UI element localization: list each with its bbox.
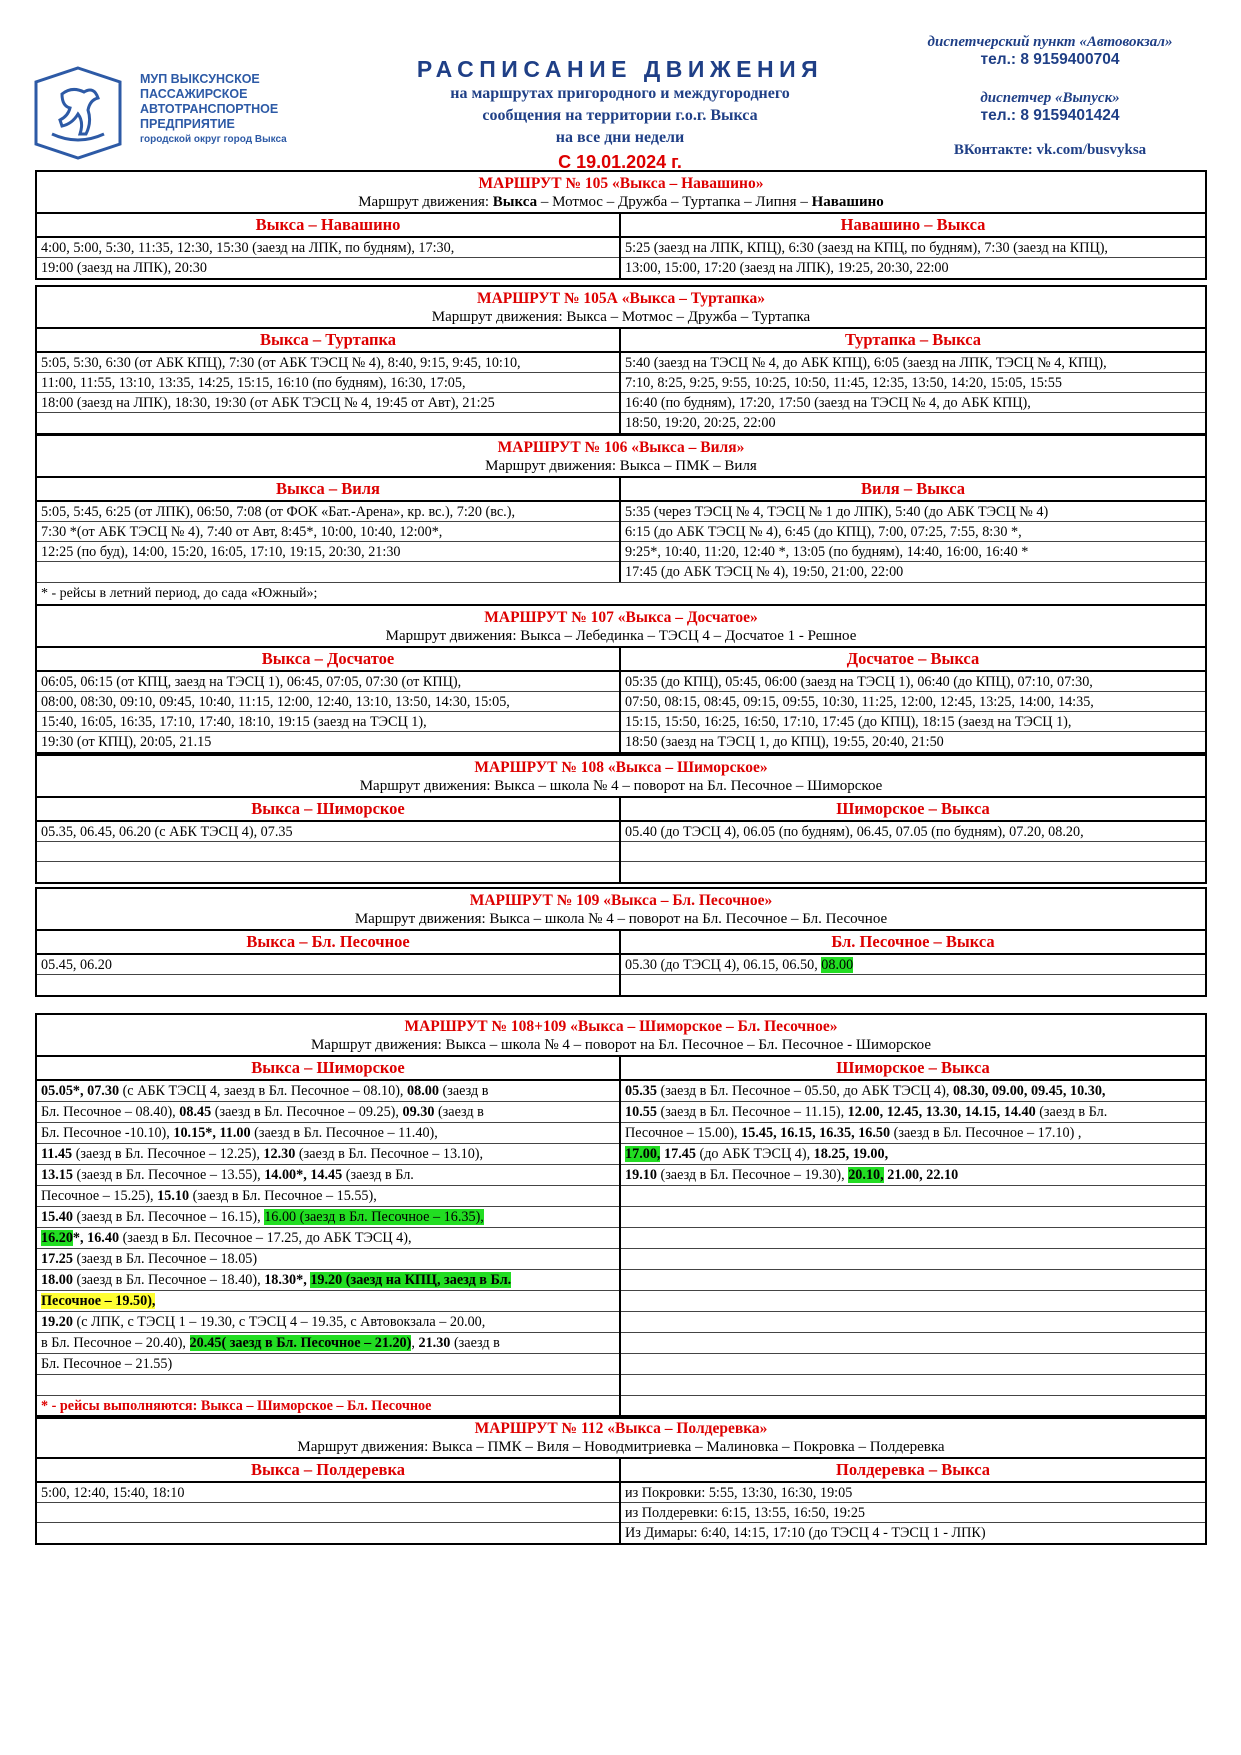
schedule-segment: 16.20 — [41, 1230, 73, 1246]
vk-link[interactable]: ВКонтакте: vk.com/busvyksa — [953, 142, 1147, 158]
route-table — [35, 1415, 1207, 1545]
direction-return — [621, 1459, 1205, 1543]
schedule-segment: (заезд в — [434, 1104, 484, 1120]
schedule-segment: (заезд в Бл. Песочное – 18.05) — [72, 1251, 258, 1267]
direction-return — [621, 1057, 1205, 1417]
schedule-line — [621, 1354, 1205, 1375]
schedule-line — [37, 1207, 619, 1228]
schedule-line — [621, 862, 1205, 882]
route-path: Маршрут движения: Выкса – Лебединка – ТЭСЦ 4 – Досчатое 1 - Решное — [385, 628, 857, 644]
schedule-segment: 19.10 — [625, 1167, 657, 1183]
direction-return — [621, 478, 1205, 582]
route-columns — [37, 329, 1205, 433]
schedule-segment: (с ЛПК, с ТЭСЦ 1 – 19.30, с ТЭСЦ 4 – 19.35, с Автовокзала – 20.00, — [72, 1314, 486, 1330]
direction-outbound — [37, 931, 621, 995]
route-table — [35, 887, 1207, 997]
schedule-segment: Бл. Песочное -10.10), — [41, 1125, 174, 1141]
direction-title: Досчатое – Выкса — [621, 648, 1205, 672]
route-header — [37, 436, 1205, 478]
direction-title: Виля – Выкса — [621, 478, 1205, 502]
route-footnote: * - рейсы в летний период, до сада «Южный»; — [37, 582, 1205, 604]
schedule-line — [621, 1270, 1205, 1291]
schedule-segment: 13.15 — [41, 1167, 73, 1183]
route-columns — [37, 478, 1205, 582]
company-logo — [32, 64, 322, 164]
schedule-segment: (заезд в Бл. Песочное – 09.25), — [211, 1104, 403, 1120]
direction-title: Выкса – Шиморское — [37, 1057, 619, 1081]
schedule-segment: (заезд в Бл. — [1035, 1104, 1108, 1120]
schedule-segment: (заезд в — [450, 1335, 500, 1351]
schedule-segment: (заезд в Бл. Песочное – 11.15), — [656, 1104, 848, 1120]
schedule-segment: 14.00*, 14.45 — [264, 1167, 343, 1183]
logo-line: МУП ВЫКСУНСКОЕ — [140, 72, 260, 86]
route-columns — [37, 1459, 1205, 1543]
schedule-line: 07:50, 08:15, 08:45, 09:15, 09:55, 10:30, 11:25, 12:00, 12:45, 13:25, 14:00, 14:35, — [621, 692, 1205, 712]
schedule-segment: (заезд в — [438, 1083, 489, 1099]
route-path-part: Навашино — [811, 194, 884, 210]
schedule-line: 17:45 (до АБК ТЭСЦ № 4), 19:50, 21:00, 22:00 — [625, 564, 904, 580]
direction-outbound — [37, 478, 621, 582]
logo-line: ПАССАЖИРСКОЕ — [140, 87, 248, 101]
schedule-segment: 21.00, 22.10 — [887, 1167, 959, 1183]
schedule-line — [37, 1123, 619, 1144]
schedule-segment: 17.00, — [625, 1146, 661, 1162]
direction-title: Выкса – Полдеревка — [37, 1459, 619, 1483]
schedule-segment: (заезд в Бл. Песочное – 13.10), — [295, 1146, 484, 1162]
schedule-line: 7:10, 8:25, 9:25, 9:55, 10:25, 10:50, 11:45, 12:35, 13:50, 14:20, 15:05, 15:55 — [621, 373, 1205, 393]
route-path: Маршрут движения: Выкса – Мотмос – Дружба – Туртапка — [431, 309, 811, 325]
schedule-segment: 05.30 (до ТЭСЦ 4), 06.15, 06.50, — [625, 957, 822, 973]
schedule-line: 12:25 (по буд), 14:00, 15:20, 16:05, 17:10, 19:15, 20:30, 21:30 — [37, 542, 619, 562]
route-name: МАРШРУТ № 105А «Выкса – Туртапка» — [476, 290, 765, 307]
schedule-line: 05.40 (до ТЭСЦ 4), 06.05 (по будням), 06.45, 07.05 (по будням), 07.20, 08.20, — [621, 822, 1205, 842]
route-path: Маршрут движения: Выкса – ПМК – Виля – Новодмитриевка – Малиновка – Покровка – Полдеревка — [297, 1439, 945, 1455]
route-name: МАРШРУТ № 112 «Выкса – Полдеревка» — [474, 1420, 768, 1437]
schedule-segment: 12.30 — [263, 1146, 296, 1162]
dispatch-point-label: диспетчерский пункт «Автовокзал» — [927, 34, 1173, 50]
schedule-segment: (заезд в Бл. Песочное – 11.40), — [250, 1125, 438, 1141]
route-header — [37, 1417, 1205, 1459]
schedule-line — [621, 1186, 1205, 1207]
direction-title: Выкса – Виля — [37, 478, 619, 502]
schedule-segment: (заезд в Бл. Песочное – 12.25), — [72, 1146, 264, 1162]
schedule-line — [37, 1102, 619, 1123]
schedule-line — [37, 1228, 619, 1249]
schedule-line — [37, 1165, 619, 1186]
direction-title: Выкса – Навашино — [37, 214, 619, 238]
dispatch-contacts — [880, 34, 1220, 159]
route-name: МАРШРУТ № 109 «Выкса – Бл. Песочное» — [469, 892, 773, 909]
schedule-segment: 05.05*, 07.30 — [41, 1083, 120, 1099]
schedule-segment: *, — [72, 1230, 88, 1246]
schedule-line — [37, 1270, 619, 1291]
schedule-segment: 18.30*, — [264, 1272, 311, 1288]
schedule-segment: (заезд в Бл. Песочное – 19.30), — [656, 1167, 849, 1183]
schedule-segment: (заезд в Бл. Песочное – 17.10) , — [890, 1125, 1082, 1141]
title-line: сообщения на территории г.о.г. Выкса — [482, 107, 758, 124]
schedule-line: 06:05, 06:15 (от КПЦ, заезд на ТЭСЦ 1), 06:45, 07:05, 07:30 (от КПЦ), — [37, 672, 619, 692]
route-path-part: – Мотмос – Дружба – Туртапка – Липня – — [537, 194, 812, 210]
route-header — [37, 172, 1205, 214]
schedule-segment: 15.40 — [41, 1209, 73, 1225]
schedule-line: из Полдеревки: 6:15, 13:55, 16:50, 19:25 — [621, 1503, 1205, 1523]
schedule-segment: 18.00 — [41, 1272, 73, 1288]
route-path-prefix: Маршрут движения: — [358, 194, 493, 210]
schedule-line — [37, 1523, 619, 1543]
schedule-line: 18:50 (заезд на ТЭСЦ 1, до КПЦ), 19:55, 20:40, 21:50 — [625, 734, 944, 750]
document-title — [360, 56, 880, 173]
schedule-line — [621, 1144, 1205, 1165]
horse-logo-icon — [32, 64, 124, 162]
schedule-line — [621, 842, 1205, 862]
dispatch-phone: тел.: 8 9159401424 — [980, 107, 1120, 124]
schedule-line — [621, 955, 1205, 975]
schedule-segment: (с АБК ТЭСЦ 4, заезд в Бл. Песочное – 08.10), — [119, 1083, 408, 1099]
schedule-segment: 08.30, 09.00, 09.45, 10.30, — [952, 1083, 1106, 1099]
route-table — [35, 434, 1207, 606]
schedule-line: 5:05, 5:45, 6:25 (от ЛПК), 06:50, 7:08 (от ФОК «Бат.-Арена», кр. вс.), 7:20 (вс.), — [37, 502, 619, 522]
direction-title: Полдеревка – Выкса — [621, 1459, 1205, 1483]
schedule-line — [621, 1207, 1205, 1228]
logo-line: АВТОТРАНСПОРТНОЕ — [140, 102, 279, 116]
schedule-line: 6:15 (до АБК ТЭСЦ № 4), 6:45 (до КПЦ), 7:00, 07:25, 7:55, 8:30 *, — [621, 522, 1205, 542]
schedule-line: 19:00 (заезд на ЛПК), 20:30 — [41, 260, 207, 276]
schedule-segment: 16.00 (заезд в Бл. Песочное – 16.35), — [264, 1209, 484, 1225]
schedule-line — [621, 1312, 1205, 1333]
route-table — [35, 1013, 1207, 1419]
schedule-line — [621, 975, 1205, 995]
schedule-segment: Бл. Песочное – 08.40), — [41, 1104, 180, 1120]
direction-outbound — [37, 1459, 621, 1543]
schedule-line — [37, 862, 619, 882]
schedule-segment: 19.20 — [41, 1314, 73, 1330]
highlighted-time: 08.00 — [821, 957, 854, 973]
route-columns — [37, 1057, 1205, 1417]
direction-title: Туртапка – Выкса — [621, 329, 1205, 353]
schedule-line — [621, 1333, 1205, 1354]
schedule-segment: (заезд в Бл. Песочное – 13.55), — [72, 1167, 265, 1183]
direction-outbound — [37, 329, 621, 433]
route-header — [37, 1015, 1205, 1057]
route-name: МАРШРУТ № 108 «Выкса – Шиморское» — [474, 759, 768, 776]
schedule-line: 08:00, 08:30, 09:10, 09:45, 10:40, 11:15, 12:00, 12:40, 13:10, 13:50, 14:30, 15:05, — [37, 692, 619, 712]
direction-return — [621, 214, 1205, 278]
schedule-segment: 10.55 — [625, 1104, 657, 1120]
schedule-line: 18:00 (заезд на ЛПК), 18:30, 19:30 (от АБК ТЭСЦ № 4, 19:45 от Авт), 21:25 — [37, 393, 619, 413]
schedule-segment: Песочное – 15.00), — [625, 1125, 742, 1141]
route-path: Маршрут движения: Выкса – школа № 4 – поворот на Бл. Песочное – Шиморское — [359, 778, 883, 794]
direction-title: Выкса – Шиморское — [37, 798, 619, 822]
route-path: Маршрут движения: Выкса – школа № 4 – поворот на Бл. Песочное – Бл. Песочное — [354, 911, 888, 927]
direction-outbound — [37, 214, 621, 278]
schedule-line — [37, 1375, 619, 1396]
schedule-line: Из Димары: 6:40, 14:15, 17:10 (до ТЭСЦ 4 - ТЭСЦ 1 - ЛПК) — [625, 1525, 986, 1541]
logo-line: ПРЕДПРИЯТИЕ — [140, 117, 235, 131]
direction-title: Выкса – Бл. Песочное — [37, 931, 619, 955]
schedule-segment: (заезд в Бл. Песочное – 05.50, до АБК ТЭСЦ 4), — [656, 1083, 953, 1099]
schedule-line — [37, 1249, 619, 1270]
title-line: на маршрутах пригородного и междугороднего — [450, 85, 790, 102]
schedule-line — [37, 562, 619, 582]
direction-outbound — [37, 648, 621, 752]
route-path: Маршрут движения: Выкса – ПМК – Виля — [485, 458, 757, 474]
route-name: МАРШРУТ № 108+109 «Выкса – Шиморское – Бл. Песочное» — [404, 1018, 838, 1035]
schedule-line: 4:00, 5:00, 5:30, 11:35, 12:30, 15:30 (заезд на ЛПК, по будням), 17:30, — [37, 238, 619, 258]
schedule-line: 16:40 (по будням), 17:20, 17:50 (заезд на ТЭСЦ № 4, до АБК КПЦ), — [621, 393, 1205, 413]
direction-return — [621, 931, 1205, 995]
schedule-line: 5:05, 5:30, 6:30 (от АБК КПЦ), 7:30 (от АБК ТЭСЦ № 4), 8:40, 9:15, 9:45, 10:10, — [37, 353, 619, 373]
dispatch-phone: тел.: 8 9159400704 — [980, 51, 1120, 68]
schedule-segment: 08.00 — [407, 1083, 439, 1099]
schedule-segment: 05.35 — [625, 1083, 657, 1099]
logo-text — [140, 72, 287, 147]
direction-return — [621, 329, 1205, 433]
route-header — [37, 756, 1205, 798]
route-columns — [37, 931, 1205, 995]
page-header — [0, 0, 1241, 190]
schedule-segment: (до АБК ТЭСЦ 4), — [695, 1146, 814, 1162]
schedule-line: 5:00, 12:40, 15:40, 18:10 — [37, 1483, 619, 1503]
direction-return — [621, 648, 1205, 752]
schedule-line — [621, 1123, 1205, 1144]
schedule-line — [37, 1503, 619, 1523]
route-table — [35, 604, 1207, 754]
title-line: на все дни недели — [555, 129, 685, 146]
schedule-segment: * - рейсы выполняются: Выкса – Шиморское – Бл. Песочное — [41, 1398, 432, 1414]
route-path: Маршрут движения: Выкса – школа № 4 – поворот на Бл. Песочное – Бл. Песочное - Шиморское — [310, 1037, 932, 1053]
schedule-segment: , — [411, 1335, 419, 1351]
direction-outbound — [37, 1057, 621, 1417]
schedule-line — [621, 1102, 1205, 1123]
schedule-segment: в Бл. Песочное – 20.40), — [41, 1335, 190, 1351]
schedule-line — [37, 1186, 619, 1207]
route-path — [37, 193, 1205, 211]
schedule-line: 7:30 *(от АБК ТЭСЦ № 4), 7:40 от Авт, 8:45*, 10:00, 10:40, 12:00*, — [37, 522, 619, 542]
schedule-line: 9:25*, 10:40, 11:20, 12:40 *, 13:05 (по будням), 14:40, 16:00, 16:40 * — [621, 542, 1205, 562]
schedule-line — [37, 1144, 619, 1165]
schedule-segment: 09.30 — [402, 1104, 435, 1120]
route-name: МАРШРУТ № 107 «Выкса – Досчатое» — [484, 609, 758, 626]
schedule-line: 13:00, 15:00, 17:20 (заезд на ЛПК), 19:25, 20:30, 22:00 — [625, 260, 949, 276]
schedule-line — [621, 1228, 1205, 1249]
schedule-segment: 18.25, 19.00, — [813, 1146, 889, 1162]
effective-date: С 19.01.2024 г. — [558, 152, 682, 172]
schedule-line: 15:40, 16:05, 16:35, 17:10, 17:40, 18:10, 19:15 (заезд на ТЭСЦ 1), — [37, 712, 619, 732]
schedule-line: 18:50, 19:20, 20:25, 22:00 — [625, 415, 776, 431]
schedule-segment: 20.10, — [848, 1167, 884, 1183]
schedule-line — [37, 1291, 619, 1312]
direction-title: Шиморское – Выкса — [621, 798, 1205, 822]
schedule-segment: 10.15*, 11.00 — [173, 1125, 251, 1141]
schedule-line — [37, 975, 619, 995]
schedule-line — [37, 842, 619, 862]
schedule-line: 11:00, 11:55, 13:10, 13:35, 14:25, 15:15, 16:10 (по будням), 16:30, 17:05, — [37, 373, 619, 393]
logo-subtitle: городской округ город Выкса — [140, 134, 287, 145]
schedule-line — [621, 1291, 1205, 1312]
route-path-part: Выкса — [492, 194, 538, 210]
direction-title: Бл. Песочное – Выкса — [621, 931, 1205, 955]
schedule-line: 5:25 (заезд на ЛПК, КПЦ), 6:30 (заезд на КПЦ, по будням), 7:30 (заезд на КПЦ), — [621, 238, 1205, 258]
schedule-segment: 16.40 — [87, 1230, 120, 1246]
route-table — [35, 170, 1207, 280]
schedule-line — [621, 1249, 1205, 1270]
schedule-segment: 17.25 — [41, 1251, 73, 1267]
schedule-line — [37, 1354, 619, 1375]
schedule-line: 05.35, 06.45, 06.20 (с АБК ТЭСЦ 4), 07.35 — [37, 822, 619, 842]
schedule-line — [621, 1165, 1205, 1186]
schedule-segment: Бл. Песочное – 21.55) — [41, 1356, 173, 1372]
schedule-segment: (заезд в Бл. Песочное – 17.25, до АБК ТЭСЦ 4), — [119, 1230, 412, 1246]
schedule-line: 05:35 (до КПЦ), 05:45, 06:00 (заезд на ТЭСЦ 1), 06:40 (до КПЦ), 07:10, 07:30, — [621, 672, 1205, 692]
schedule-line — [37, 1081, 619, 1102]
schedule-segment: Песочное – 19.50), — [41, 1293, 156, 1309]
schedule-segment: 15.45, 16.15, 16.35, 16.50 — [741, 1125, 891, 1141]
route-name: МАРШРУТ № 105 «Выкса – Навашино» — [478, 175, 764, 192]
schedule-segment: 21.30 — [418, 1335, 451, 1351]
schedule-line: 15:15, 15:50, 16:25, 16:50, 17:10, 17:45 (до КПЦ), 18:15 (заезд на ТЭСЦ 1), — [621, 712, 1205, 732]
direction-return — [621, 798, 1205, 882]
schedule-line — [621, 1081, 1205, 1102]
route-columns — [37, 648, 1205, 752]
schedule-line: 19:30 (от КПЦ), 20:05, 21.15 — [41, 734, 212, 750]
schedule-segment: (заезд в Бл. Песочное – 16.15), — [72, 1209, 265, 1225]
direction-outbound — [37, 798, 621, 882]
schedule-segment: 08.45 — [179, 1104, 212, 1120]
route-name: МАРШРУТ № 106 «Выкса – Виля» — [497, 439, 745, 456]
schedule-line: 05.45, 06.20 — [37, 955, 619, 975]
schedule-segment: (заезд в Бл. Песочное – 15.55), — [189, 1188, 377, 1204]
schedule-segment: 11.45 — [41, 1146, 73, 1162]
direction-title: Выкса – Досчатое — [37, 648, 619, 672]
schedule-segment: (заезд в Бл. Песочное – 18.40), — [72, 1272, 265, 1288]
schedule-line: из Покровки: 5:55, 13:30, 16:30, 19:05 — [621, 1483, 1205, 1503]
route-table — [35, 754, 1207, 884]
schedule-line — [621, 1375, 1205, 1396]
schedule-line: 5:40 (заезд на ТЭСЦ № 4, до АБК КПЦ), 6:05 (заезд на ЛПК, ТЭСЦ № 4, КПЦ), — [621, 353, 1205, 373]
route-columns — [37, 798, 1205, 882]
schedule-line — [37, 1333, 619, 1354]
route-header — [37, 889, 1205, 931]
direction-title: Навашино – Выкса — [621, 214, 1205, 238]
title-main: РАСПИСАНИЕ ДВИЖЕНИЯ — [416, 56, 824, 82]
schedule-line — [37, 413, 619, 433]
schedule-segment: Песочное – 15.25), — [41, 1188, 158, 1204]
route-header — [37, 287, 1205, 329]
route-table — [35, 285, 1207, 435]
route-header — [37, 606, 1205, 648]
schedule-segment: 20.45( заезд в Бл. Песочное – 21.20) — [189, 1335, 412, 1351]
schedule-line — [37, 1312, 619, 1333]
route-columns — [37, 214, 1205, 278]
dispatch-point-label: диспетчер «Выпуск» — [980, 90, 1120, 106]
schedule-line — [621, 1396, 1205, 1417]
direction-title: Выкса – Туртапка — [37, 329, 619, 353]
schedule-line: 5:35 (через ТЭСЦ № 4, ТЭСЦ № 1 до ЛПК), 5:40 (до АБК ТЭСЦ № 4) — [621, 502, 1205, 522]
schedule-line — [37, 1396, 619, 1417]
schedule-segment: 12.00, 12.45, 13.30, 14.15, 14.40 — [847, 1104, 1036, 1120]
schedule-segment: 17.45 — [664, 1146, 696, 1162]
direction-title: Шиморское – Выкса — [621, 1057, 1205, 1081]
schedule-segment: 15.10 — [157, 1188, 190, 1204]
schedule-segment: 19.20 (заезд на КПЦ, заезд в Бл. — [310, 1272, 512, 1288]
schedule-segment: (заезд в Бл. — [342, 1167, 414, 1183]
